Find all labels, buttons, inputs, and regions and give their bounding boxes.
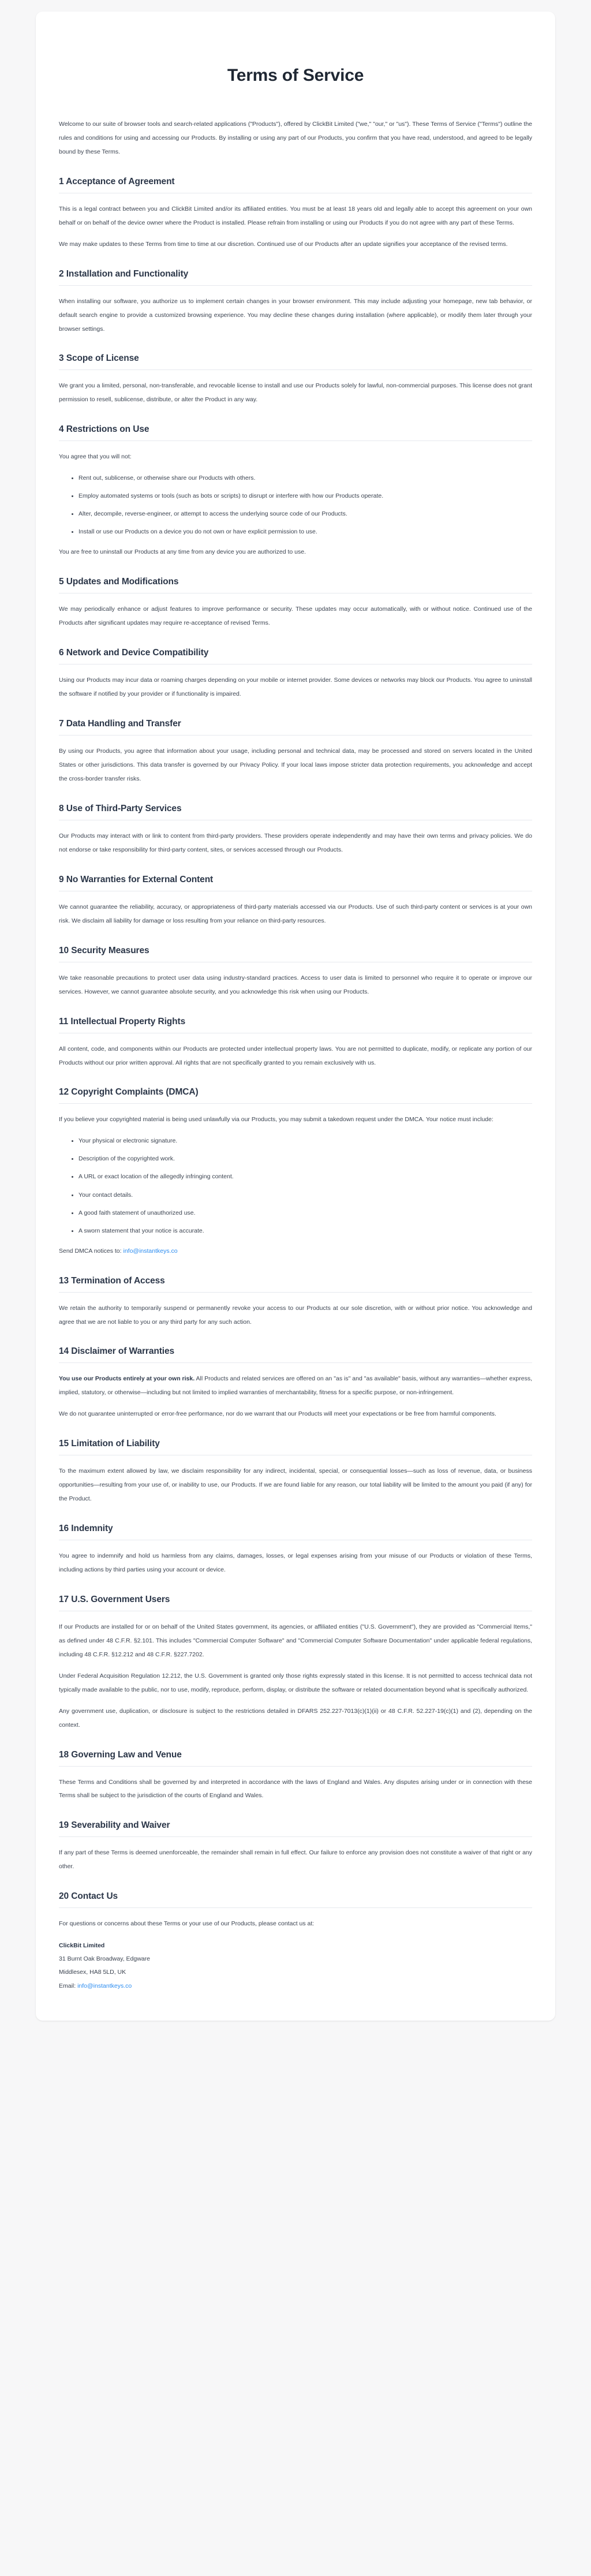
section-5 xyxy=(59,577,532,630)
section-paragraph: We do not guarantee uninterrupted or error-free performance, nor do we warrant that our Products will meet your expectations or be free from harmful components. xyxy=(59,1410,496,1418)
section-heading-18: 18 Governing Law and Venue xyxy=(59,1749,182,1760)
section-paragraph: Any government use, duplication, or disclosure is subject to the restrictions detailed in DFARS 252.227-7013(c)(1)(ii) or 48 C.F.R. 52.227-19(c)(1) and (2), depending on the context. xyxy=(59,1707,532,1728)
section-heading-4: 4 Restrictions on Use xyxy=(59,424,149,435)
heading-divider xyxy=(59,1766,532,1767)
section-1 xyxy=(59,177,532,252)
section-paragraph: For questions or concerns about these Terms or your use of our Products, please contact us at: xyxy=(59,1920,315,1928)
section-paragraph: Our Products may interact with or link to content from third-party providers. These providers operate independently and may have their own terms and privacy policies. We do not endorse or take responsibility for third-party content, sites, or services accessed through our Products. xyxy=(59,832,532,853)
section-9 xyxy=(59,875,532,928)
section-heading-12: 12 Copyright Complaints (DMCA) xyxy=(59,1087,199,1097)
section-paragraph: We retain the authority to temporarily suspend or permanently revoke your access to our Products at our sole discretion, with or without prior notice. You acknowledge and agree that we are not liable to you or any third party for any such action. xyxy=(59,1304,532,1326)
section-paragraph: If our Products are installed for or on behalf of the United States government, its agencies, or affiliated entities ("U.S. Government"), they are provided as "Commercial Items," as defined under 48 C.F.R. §2.101. This includes "Commercial Computer Software" and "Commercial Computer Software Documentation" under applicable federal regulations, including 48 C.F.R. §12.212 and 48 C.F.R. §227.7202. xyxy=(59,1623,532,1658)
section-paragraph: Using our Products may incur data or roaming charges depending on your mobile or internet provider. Some devices or networks may block our Products. You agree to uninstall the software if notified by your provider or if functionality is impaired. xyxy=(59,677,532,698)
heading-divider xyxy=(59,285,532,286)
section-heading-7: 7 Data Handling and Transfer xyxy=(59,719,181,729)
section-11 xyxy=(59,1017,532,1070)
section-heading-16: 16 Indemnity xyxy=(59,1524,113,1534)
heading-divider xyxy=(59,1292,532,1293)
section-heading-6: 6 Network and Device Compatibility xyxy=(59,648,209,658)
section-lead: You agree that you will not: xyxy=(59,453,132,461)
section-heading-15: 15 Limitation of Liability xyxy=(59,1439,160,1449)
list-item: Employ automated systems or tools (such as bots or scripts) to disrupt or interfere with how our Products operate. xyxy=(72,490,532,502)
section-paragraph: These Terms and Conditions shall be governed by and interpreted in accordance with the laws of England and Wales. Any disputes arising under or in connection with these Terms shall be subject to the jurisdiction of the courts of England and Wales. xyxy=(59,1778,532,1800)
section-paragraph: We grant you a limited, personal, non-transferable, and revocable license to install and use our Products solely for lawful, non-commercial purposes. This license does not grant permission to resell, sublicense, distribute, or alter the Product in any way. xyxy=(59,382,532,404)
address-line-1: 31 Burnt Oak Broadway, Edgware xyxy=(59,1955,150,1963)
section-15 xyxy=(59,1439,532,1506)
address-line-2: Middlesex, HA8 5LD, UK xyxy=(59,1969,126,1976)
heading-divider xyxy=(59,440,532,441)
heading-divider xyxy=(59,369,532,370)
section-heading-17: 17 U.S. Government Users xyxy=(59,1594,170,1604)
list-item: Rent out, sublicense, or otherwise share our Products with others. xyxy=(72,472,532,484)
section-heading-3: 3 Scope of License xyxy=(59,353,139,364)
dmca-email-link[interactable]: info@instantkeys.co xyxy=(123,1247,178,1255)
section-6 xyxy=(59,648,532,701)
heading-divider xyxy=(59,1836,532,1837)
section-paragraph: To the maximum extent allowed by law, we disclaim responsibility for any indirect, incidental, special, or consequential losses—such as loss of revenue, data, or business opportunities—resulting from your use of, or inability to use, our Products. If we are found liable for any reason, our total liability will be limited to the amount you paid (if any) for the Product. xyxy=(59,1468,532,1503)
heading-divider xyxy=(59,735,532,736)
disclaimer-emphasis: You use our Products entirely at your own risk. xyxy=(59,1375,195,1383)
section-4 xyxy=(59,424,532,559)
section-paragraph: You agree to indemnify and hold us harmless from any claims, damages, losses, or legal expenses arising from your misuse of our Products or violation of these Terms, including actions by third parties using your account or device. xyxy=(59,1552,532,1574)
company-name: ClickBit Limited xyxy=(59,1942,105,1950)
section-paragraph: By using our Products, you agree that information about your usage, including personal and technical data, may be processed and stored on servers located in the United States or other jurisdictions. This data transfer is governed by our Privacy Policy. If your local laws impose stricter data protection requirements, you acknowledge and accept the cross-border transfer risks. xyxy=(59,748,532,782)
dmca-contact-line xyxy=(59,1245,532,1259)
heading-divider xyxy=(59,1362,532,1363)
section-heading-20: 20 Contact Us xyxy=(59,1891,118,1902)
list-item: A good faith statement of unauthorized use. xyxy=(72,1207,532,1219)
heading-divider xyxy=(59,1907,532,1908)
section-paragraph: We take reasonable precautions to protect user data using industry-standard practices. Access to user data is limited to personnel who require it to operate or improve our services. However, we cannot guarantee absolute security, and you acknowledge this risk when using our Products. xyxy=(59,974,532,995)
section-19 xyxy=(59,1820,532,1874)
section-16 xyxy=(59,1524,532,1577)
section-paragraph: We cannot guarantee the reliability, accuracy, or appropriateness of third-party materials accessed via our Products. Use of such third-party content or services is at your own risk. We disclaim all liability for damage or loss resulting from your reliance on third-party resources. xyxy=(59,903,532,924)
section-8 xyxy=(59,804,532,857)
list-item: Your contact details. xyxy=(72,1189,532,1201)
restrictions-list xyxy=(59,472,532,538)
section-heading-9: 9 No Warranties for External Content xyxy=(59,874,214,884)
section-lead xyxy=(59,1372,532,1400)
section-18 xyxy=(59,1750,532,1804)
list-item: A URL or exact location of the allegedly infringing content. xyxy=(72,1170,532,1183)
section-lead: If you believe your copyrighted material is being used unlawfully via our Products, you may submit a takedown request under the DMCA. Your notice must include: xyxy=(59,1116,493,1123)
section-10 xyxy=(59,946,532,999)
section-heading-13: 13 Termination of Access xyxy=(59,1275,165,1286)
email-label: Email: xyxy=(59,1982,78,1989)
section-heading-1: 1 Acceptance of Agreement xyxy=(59,176,175,186)
section-closing: You are free to uninstall our Products at any time from any device you are authorized to use. xyxy=(59,548,306,556)
section-12 xyxy=(59,1087,532,1258)
list-item: Your physical or electronic signature. xyxy=(72,1134,532,1147)
section-13 xyxy=(59,1276,532,1330)
section-20 xyxy=(59,1891,532,1992)
list-item: Install or use our Products on a device you do not own or have explicit permission to use. xyxy=(72,525,532,538)
section-paragraph: We may periodically enhance or adjust features to improve performance or security. These updates may occur automatically, with or without notice. Continued use of the Products after significant updates may require re-acceptance of revised Terms. xyxy=(59,606,532,627)
section-paragraph: If any part of these Terms is deemed unenforceable, the remainder shall remain in full effect. Our failure to enforce any provision does not constitute a waiver of that right or any other. xyxy=(59,1849,532,1871)
section-heading-10: 10 Security Measures xyxy=(59,945,149,955)
list-item: A sworn statement that your notice is accurate. xyxy=(72,1224,532,1237)
section-heading-11: 11 Intellectual Property Rights xyxy=(59,1016,186,1026)
list-item: Description of the copyrighted work. xyxy=(72,1152,532,1165)
intro-paragraph: Welcome to our suite of browser tools and search-related applications ("Products"), offered by ClickBit Limited ("we," "our," or "us"). These Terms of Service ("Terms") outline the rules and conditions for using and accessing our Products. By installing or using any part of our Products, you confirm that you have read, understood, and agreed to be legally bound by these Terms. xyxy=(59,121,532,155)
section-7 xyxy=(59,719,532,786)
terms-card xyxy=(36,12,555,2021)
section-heading-8: 8 Use of Third-Party Services xyxy=(59,803,182,813)
dmca-notice-prefix: Send DMCA notices to: xyxy=(59,1247,124,1255)
contact-email-link[interactable]: info@instantkeys.co xyxy=(77,1982,132,1989)
section-heading-5: 5 Updates and Modifications xyxy=(59,577,179,587)
section-paragraph: When installing our software, you authorize us to implement certain changes in your browser environment. This may include adjusting your homepage, new tab behavior, or default search engine to provide a customized browsing experience. You may decline these changes during installation (where applicable), or modify them later through your browser settings. xyxy=(59,297,532,333)
heading-divider xyxy=(59,1103,532,1104)
section-paragraph: This is a legal contract between you and ClickBit Limited and/or its affiliated entities. You must be at least 18 years old and legally able to accept this agreement on your own behalf or on behalf of the device owner where the Product is installed. Please refrain from installing or using our Products if you do not agree with any part of these Terms. xyxy=(59,205,532,226)
section-17 xyxy=(59,1595,532,1733)
section-paragraph: We may make updates to these Terms from time to time at our discretion. Continued use of our Products after an update signifies your acceptance of the revised terms. xyxy=(59,240,508,248)
page-title: Terms of Service xyxy=(227,66,364,85)
section-heading-19: 19 Severability and Waiver xyxy=(59,1820,170,1831)
list-item: Alter, decompile, reverse-engineer, or attempt to access the underlying source code of our Products. xyxy=(72,507,532,520)
section-14 xyxy=(59,1346,532,1421)
section-paragraph: All content, code, and components within our Products are protected under intellectual property laws. You are not permitted to duplicate, modify, or replicate any portion of our Products without our prior written approval. All rights that are not specifically granted to you remain exclusively with us. xyxy=(59,1045,532,1066)
section-heading-2: 2 Installation and Functionality xyxy=(59,268,189,279)
dmca-requirements-list xyxy=(59,1134,532,1237)
section-2 xyxy=(59,269,532,337)
disclaimer-rest: All Products and related services are offered on an "as is" and "as available" basis, without any warranties—whether express, implied, statutory, or otherwise—including but not limited to implied warranties of merchantability, fitness for a specific purpose, or non-infringement. xyxy=(59,1375,533,1397)
contact-details xyxy=(59,1939,532,1992)
section-3 xyxy=(59,353,532,407)
section-heading-14: 14 Disclaimer of Warranties xyxy=(59,1346,175,1357)
contact-email-line xyxy=(59,1980,532,1993)
section-paragraph: Under Federal Acquisition Regulation 12.212, the U.S. Government is granted only those rights expressly stated in this license. It is not permitted to access technical data not typically made available to the public, nor to use, modify, reproduce, perform, display, or distribute the software or related documentation beyond what is specifically authorized. xyxy=(59,1672,532,1693)
